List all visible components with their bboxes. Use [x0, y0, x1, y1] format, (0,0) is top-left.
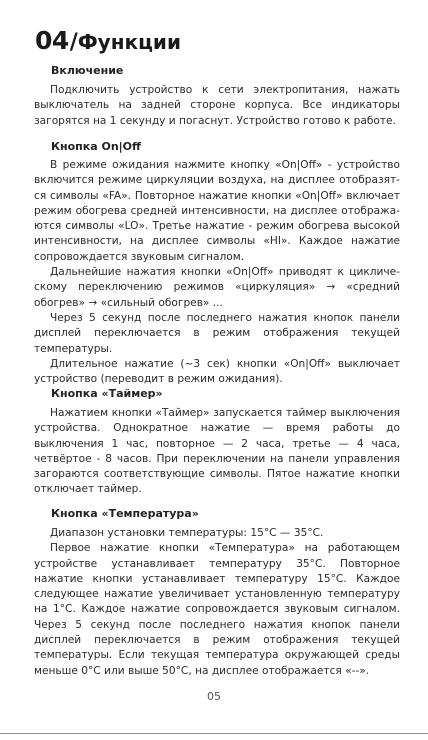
text-line: следующее нажатие увеличивает установленную температуру: [34, 588, 400, 601]
page-number: 05: [207, 690, 221, 703]
text-line: Диапазон установки температуры: 15°C — 35°C.: [50, 527, 324, 539]
text-line: температуры. Если текущая температура окружающей среды: [34, 649, 400, 662]
text-line: интенсивности, на дисплее символы «HI». Каждое нажатие: [34, 235, 400, 248]
text-line: Через 5 секунд после последнего нажатия кнопок панели: [34, 618, 400, 631]
chapter-title: Функции: [77, 30, 181, 54]
text-line: режим обогрева средней интенсивности, на дисплее отобража-: [34, 204, 400, 217]
text-line: Первое нажатие кнопки «Температура» на работающем: [50, 542, 400, 555]
text-line: Подключить устройство к сети электропитания, нажать: [50, 84, 400, 96]
section-body-power-on: [34, 83, 400, 129]
text-line: дисплей переключается в режим отображения текущей: [34, 634, 400, 647]
text-line: обогрев» → «сильный обогрев» ...: [34, 296, 223, 309]
text-line: загорятся на 1 секунду и погаснут. Устройство готово к работе.: [34, 114, 396, 127]
text-line: Через 5 секунд после последнего нажатия кнопок панели: [50, 311, 400, 324]
section-heading-onoff: Кнопка On|Off: [51, 140, 141, 153]
text-line: нажатие кнопки устанавливает температуру 15°C. Каждое: [34, 572, 400, 585]
text-line: меньше 0°C или выше 50°C, на дисплее отображается «--».: [34, 664, 370, 677]
chapter-slash: /: [69, 30, 78, 55]
text-line: ся символы «FA». Повторное нажатие кнопки «On|Off» включает: [34, 189, 400, 202]
text-line: Длительное нажатие (~3 сек) кнопки «On|Off» выключает: [50, 357, 400, 370]
text-line: Дальнейшие нажатия кнопки «On|Off» приводят к цикличе-: [50, 266, 400, 279]
section-body-temperature: [34, 526, 400, 679]
text-line: сопровождается звуковым сигналом.: [34, 250, 245, 263]
section-body-timer: [34, 406, 400, 498]
text-line: В режиме ожидания нажмите кнопку «On|Off» - устройство: [50, 159, 400, 171]
section-body-onoff: [34, 158, 400, 387]
text-line: выключения 1 час, повторное — 2 часа, третье — 4 часа,: [34, 437, 400, 450]
text-line: на 1°C. Каждое нажатие сопровождается звуковым сигналом.: [34, 603, 400, 616]
text-line: устройство (переводит в режим ожидания).: [34, 373, 283, 386]
section-heading-power-on: Включение: [51, 64, 124, 77]
chapter-number: 04: [35, 26, 69, 55]
text-line: дисплей переключается в режим отображения текущей: [34, 327, 400, 340]
text-line: четвёртое - 8 часов. При переключении на панели управления: [34, 452, 400, 465]
section-heading-timer: Кнопка «Таймер»: [51, 387, 163, 400]
text-line: загораются соответствующие символы. Пятое нажатие кнопки: [34, 468, 400, 481]
text-line: скому переключению режимов «циркуляция» → «средний: [34, 281, 400, 294]
text-line: ются символы «LO». Третье нажатие - режим обогрева высокой: [34, 220, 400, 233]
page-header: [35, 26, 181, 55]
text-line: устройства. Однократное нажатие — время работы до: [34, 422, 400, 435]
bottom-divider: [0, 733, 428, 734]
text-line: выключатель на задней стороне корпуса. Все индикаторы: [34, 99, 400, 112]
text-line: температуры.: [34, 342, 113, 355]
text-line: Нажатием кнопки «Таймер» запускается таймер выключения: [50, 407, 400, 419]
text-line: устройстве устанавливает температуру 35°C. Повторное: [34, 557, 400, 570]
text-line: включится режиме циркуляции воздуха, на дисплее отобразят-: [34, 174, 400, 187]
text-line: отключает таймер.: [34, 483, 142, 496]
section-heading-temperature: Кнопка «Температура»: [51, 507, 199, 520]
